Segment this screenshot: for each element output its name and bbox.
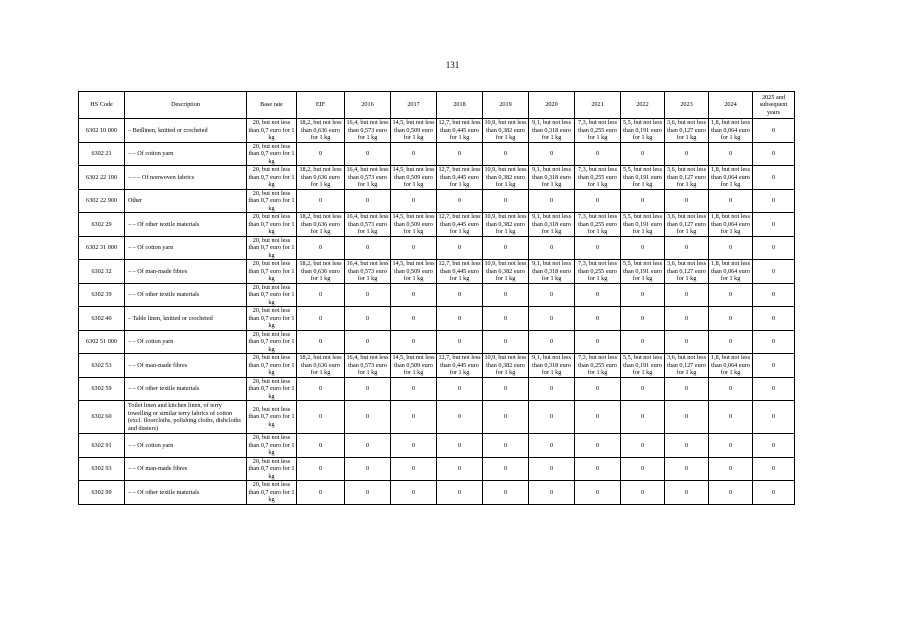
table-row bbox=[79, 401, 795, 434]
description-cell: – – Of other textile materials bbox=[125, 481, 247, 505]
rate-cell: 9,1, but not less than 0,318 euro for 1 kg bbox=[529, 166, 575, 190]
rate-cell: 0 bbox=[529, 457, 575, 481]
header-2024: 2024 bbox=[709, 92, 753, 119]
rate-cell: 0 bbox=[575, 236, 621, 260]
base-rate-cell: 20, but not less than 0,7 euro for 1 kg bbox=[247, 119, 297, 143]
description-cell: – Bedlinen, knitted or crocheted bbox=[125, 119, 247, 143]
table-row bbox=[79, 330, 795, 354]
rate-cell: 14,5, but not less than 0,509 euro for 1 kg bbox=[392, 213, 435, 235]
rate-cell: 0 bbox=[483, 189, 529, 213]
rate-cell: 3,6, but not less than 0,127 euro for 1 kg bbox=[665, 213, 709, 237]
rate-cell: 0 bbox=[709, 481, 753, 505]
rate-cell: 0 bbox=[483, 377, 529, 401]
hs-code-cell: 6302 91 bbox=[79, 434, 125, 458]
rate-cell: 0 bbox=[391, 236, 437, 260]
header-base-rate: Base rate bbox=[247, 92, 297, 119]
base-rate-cell: 20, but not less than 0,7 euro for 1 kg bbox=[247, 307, 297, 331]
rate-cell: 0 bbox=[575, 481, 621, 505]
rate-cell: 0 bbox=[391, 307, 437, 331]
rate-cell: 0 bbox=[753, 457, 795, 481]
rate-cell: 0 bbox=[345, 457, 391, 481]
table-row bbox=[79, 283, 795, 307]
table-row bbox=[79, 119, 795, 143]
header-2023: 2023 bbox=[665, 92, 709, 119]
rate-cell: 10,9, but not less than 0,382 euro for 1 kg bbox=[484, 213, 527, 235]
rate-cell: 0 bbox=[753, 260, 795, 284]
rate-cell: 3,6, but not less than 0,127 euro for 1 kg bbox=[665, 260, 709, 284]
rate-cell: 0 bbox=[709, 189, 753, 213]
rate-cell: 9,1, but not less than 0,318 euro for 1 kg bbox=[529, 119, 575, 143]
rate-cell: 9,1, but not less than 0,318 euro for 1 kg bbox=[529, 213, 575, 237]
tariff-schedule-table bbox=[78, 91, 795, 505]
description-cell: – – Of cotton yarn bbox=[125, 330, 247, 354]
rate-cell: 0 bbox=[665, 434, 709, 458]
rate-cell: 7,3, but not less than 0,255 euro for 1 kg bbox=[575, 213, 621, 237]
rate-cell: 10,9, but not less than 0,382 euro for 1 kg bbox=[484, 260, 527, 282]
header-2021: 2021 bbox=[575, 92, 621, 119]
rate-cell: 0 bbox=[709, 236, 753, 260]
rate-cell: 12,7, but not less than 0,445 euro for 1 kg bbox=[438, 166, 481, 188]
rate-cell: 10,9, but not less than 0,382 euro for 1 kg bbox=[484, 354, 527, 376]
description-cell: Toilet linen and kitchen linen, of terry towelling or similar terry fabrics of cotton (excl. floorcloths, polishing cloths, dishcloths and dusters) bbox=[125, 401, 247, 434]
base-rate-cell: 20, but not less than 0,7 euro for 1 kg bbox=[247, 236, 297, 260]
rate-cell: 0 bbox=[709, 283, 753, 307]
rate-cell: 0 bbox=[753, 119, 795, 143]
rate-cell: 0 bbox=[297, 142, 345, 166]
rate-cell: 0 bbox=[391, 401, 437, 434]
rate-cell: 0 bbox=[483, 434, 529, 458]
header-2020: 2020 bbox=[529, 92, 575, 119]
rate-cell: 0 bbox=[621, 142, 665, 166]
rate-cell: 5,5, but not less than 0,191 euro for 1 kg bbox=[621, 354, 665, 378]
rate-cell: 0 bbox=[665, 377, 709, 401]
rate-cell: 0 bbox=[753, 189, 795, 213]
rate-cell: 10,9, but not less than 0,382 euro for 1 kg bbox=[484, 166, 527, 188]
rate-cell: 0 bbox=[529, 283, 575, 307]
rate-cell: 0 bbox=[391, 330, 437, 354]
description-cell: – – Of cotton yarn bbox=[125, 434, 247, 458]
description-cell: – – Of other textile materials bbox=[125, 377, 247, 401]
rate-cell: 0 bbox=[297, 481, 345, 505]
description-cell: – – Of man-made fibres bbox=[125, 354, 247, 378]
rate-cell: 9,1, but not less than 0,318 euro for 1 kg bbox=[529, 260, 575, 284]
hs-code-cell: 6302 40 bbox=[79, 307, 125, 331]
hs-code-cell: 6302 31 000 bbox=[79, 236, 125, 260]
rate-cell: 0 bbox=[753, 434, 795, 458]
rate-cell: 16,4, but not less than 0,573 euro for 1 kg bbox=[346, 354, 389, 376]
description-cell: – – Of man-made fibres bbox=[125, 260, 247, 284]
base-rate-cell: 20, but not less than 0,7 euro for 1 kg bbox=[247, 283, 297, 307]
rate-cell: 0 bbox=[753, 354, 795, 378]
rate-cell: 0 bbox=[483, 236, 529, 260]
rate-cell: 0 bbox=[297, 189, 345, 213]
rate-cell: 0 bbox=[709, 142, 753, 166]
table-row bbox=[79, 307, 795, 331]
rate-cell: 0 bbox=[529, 481, 575, 505]
rate-cell: 0 bbox=[345, 283, 391, 307]
rate-cell: 0 bbox=[483, 307, 529, 331]
rate-cell: 0 bbox=[529, 189, 575, 213]
header-2016: 2016 bbox=[345, 92, 391, 119]
rate-cell: 0 bbox=[529, 236, 575, 260]
table-row bbox=[79, 236, 795, 260]
rate-cell: 0 bbox=[665, 189, 709, 213]
header-2022: 2022 bbox=[621, 92, 665, 119]
table-row bbox=[79, 434, 795, 458]
header-description: Description bbox=[125, 92, 247, 119]
rate-cell: 0 bbox=[529, 401, 575, 434]
rate-cell: 0 bbox=[575, 307, 621, 331]
rate-cell: 16,4, but not less than 0,573 euro for 1 kg bbox=[346, 166, 389, 188]
base-rate-cell: 20, but not less than 0,7 euro for 1 kg bbox=[247, 457, 297, 481]
base-rate-cell: 20, but not less than 0,7 euro for 1 kg bbox=[247, 434, 297, 458]
hs-code-cell: 6302 53 bbox=[79, 354, 125, 378]
base-rate-cell: 20, but not less than 0,7 euro for 1 kg bbox=[247, 260, 297, 284]
rate-cell: 0 bbox=[297, 330, 345, 354]
base-rate-cell: 20, but not less than 0,7 euro for 1 kg bbox=[247, 377, 297, 401]
rate-cell: 0 bbox=[529, 330, 575, 354]
rate-cell: 0 bbox=[437, 457, 483, 481]
rate-cell: 0 bbox=[621, 236, 665, 260]
rate-cell: 0 bbox=[437, 307, 483, 331]
description-cell: – Table linen, knitted or crocheted bbox=[125, 307, 247, 331]
description-cell: – – Of other textile materials bbox=[125, 283, 247, 307]
rate-cell: 0 bbox=[665, 481, 709, 505]
base-rate-cell: 20, but not less than 0,7 euro for 1 kg bbox=[247, 481, 297, 505]
table-body bbox=[79, 119, 795, 505]
rate-cell: 10,9, but not less than 0,382 euro for 1 kg bbox=[484, 119, 527, 141]
rate-cell: 0 bbox=[437, 401, 483, 434]
rate-cell: 0 bbox=[621, 377, 665, 401]
rate-cell: 14,5, but not less than 0,509 euro for 1 kg bbox=[392, 260, 435, 282]
base-rate-cell: 20, but not less than 0,7 euro for 1 kg bbox=[247, 166, 297, 190]
rate-cell: 0 bbox=[575, 401, 621, 434]
rate-cell: 0 bbox=[709, 377, 753, 401]
description-cell: Other bbox=[125, 189, 247, 213]
rate-cell: 12,7, but not less than 0,445 euro for 1 kg bbox=[438, 213, 481, 235]
rate-cell: 0 bbox=[621, 457, 665, 481]
page-number: 131 bbox=[445, 60, 460, 70]
rate-cell: 0 bbox=[345, 236, 391, 260]
rate-cell: 0 bbox=[345, 401, 391, 434]
rate-cell: 7,3, but not less than 0,255 euro for 1 kg bbox=[575, 354, 621, 378]
rate-cell: 0 bbox=[345, 189, 391, 213]
table-row bbox=[79, 377, 795, 401]
header-2019: 2019 bbox=[483, 92, 529, 119]
base-rate-cell: 20, but not less than 0,7 euro for 1 kg bbox=[247, 189, 297, 213]
hs-code-cell: 6302 21 bbox=[79, 142, 125, 166]
rate-cell: 0 bbox=[665, 236, 709, 260]
table-row bbox=[79, 457, 795, 481]
rate-cell: 0 bbox=[297, 283, 345, 307]
rate-cell: 1,8, but not less than 0,064 euro for 1 kg bbox=[709, 213, 753, 237]
rate-cell: 0 bbox=[575, 189, 621, 213]
rate-cell: 0 bbox=[621, 481, 665, 505]
rate-cell: 0 bbox=[483, 142, 529, 166]
rate-cell: 0 bbox=[665, 457, 709, 481]
rate-cell: 0 bbox=[391, 457, 437, 481]
rate-cell: 0 bbox=[345, 307, 391, 331]
rate-cell: 14,5, but not less than 0,509 euro for 1 kg bbox=[392, 166, 435, 188]
hs-code-cell: 6302 99 bbox=[79, 481, 125, 505]
base-rate-cell: 20, but not less than 0,7 euro for 1 kg bbox=[247, 330, 297, 354]
rate-cell: 0 bbox=[297, 457, 345, 481]
rate-cell: 0 bbox=[575, 142, 621, 166]
hs-code-cell: 6302 59 bbox=[79, 377, 125, 401]
rate-cell: 18,2, but not less than 0,636 euro for 1 kg bbox=[297, 260, 345, 284]
rate-cell: 5,5, but not less than 0,191 euro for 1 kg bbox=[621, 213, 665, 237]
rate-cell: 0 bbox=[483, 481, 529, 505]
rate-cell: 0 bbox=[483, 457, 529, 481]
hs-code-cell: 6302 51 000 bbox=[79, 330, 125, 354]
rate-cell: 0 bbox=[391, 283, 437, 307]
hs-code-cell: 6302 22 100 bbox=[79, 166, 125, 190]
hs-code-cell: 6302 10 000 bbox=[79, 119, 125, 143]
rate-cell: 0 bbox=[529, 377, 575, 401]
rate-cell: 0 bbox=[345, 434, 391, 458]
hs-code-cell: 6302 32 bbox=[79, 260, 125, 284]
table-row bbox=[79, 260, 795, 284]
rate-cell: 1,8, but not less than 0,064 euro for 1 kg bbox=[709, 119, 753, 143]
rate-cell: 0 bbox=[753, 166, 795, 190]
rate-cell: 0 bbox=[345, 377, 391, 401]
rate-cell: 0 bbox=[437, 377, 483, 401]
description-cell: – – Of cotton yarn bbox=[125, 236, 247, 260]
header-hs-code: HS Code bbox=[79, 92, 125, 119]
base-rate-cell: 20, but not less than 0,7 euro for 1 kg bbox=[247, 213, 297, 237]
rate-cell: 0 bbox=[621, 434, 665, 458]
rate-cell: 18,2, but not less than 0,636 euro for 1 kg bbox=[297, 166, 345, 190]
rate-cell: 0 bbox=[753, 283, 795, 307]
rate-cell: 0 bbox=[297, 434, 345, 458]
rate-cell: 0 bbox=[437, 330, 483, 354]
header-2025-and-subsequent: 2025 and subsequent years bbox=[753, 92, 795, 119]
rate-cell: 0 bbox=[391, 481, 437, 505]
rate-cell: 0 bbox=[575, 434, 621, 458]
rate-cell: 0 bbox=[575, 457, 621, 481]
hs-code-cell: 6302 29 bbox=[79, 213, 125, 237]
rate-cell: 0 bbox=[621, 189, 665, 213]
rate-cell: 0 bbox=[391, 189, 437, 213]
description-cell: – – Of other textile materials bbox=[125, 213, 247, 237]
table-row bbox=[79, 354, 795, 378]
rate-cell: 16,4, but not less than 0,573 euro for 1 kg bbox=[346, 119, 389, 141]
rate-cell: 0 bbox=[345, 330, 391, 354]
rate-cell: 0 bbox=[483, 330, 529, 354]
rate-cell: 0 bbox=[621, 307, 665, 331]
rate-cell: 0 bbox=[709, 330, 753, 354]
rate-cell: 0 bbox=[753, 142, 795, 166]
rate-cell: 0 bbox=[665, 330, 709, 354]
hs-code-cell: 6302 39 bbox=[79, 283, 125, 307]
rate-cell: 12,7, but not less than 0,445 euro for 1 kg bbox=[438, 354, 481, 376]
rate-cell: 0 bbox=[709, 307, 753, 331]
rate-cell: 1,8, but not less than 0,064 euro for 1 kg bbox=[709, 260, 753, 284]
header-eif: EIF bbox=[297, 92, 345, 119]
rate-cell: 0 bbox=[437, 142, 483, 166]
table-row bbox=[79, 213, 795, 237]
rate-cell: 0 bbox=[297, 377, 345, 401]
rate-cell: 0 bbox=[621, 283, 665, 307]
header-2018: 2018 bbox=[437, 92, 483, 119]
description-cell: – – – Of nonwoven fabrics bbox=[125, 166, 247, 190]
rate-cell: 0 bbox=[665, 142, 709, 166]
rate-cell: 0 bbox=[529, 434, 575, 458]
hs-code-cell: 6302 22 900 bbox=[79, 189, 125, 213]
rate-cell: 3,6, but not less than 0,127 euro for 1 kg bbox=[665, 166, 709, 190]
rate-cell: 0 bbox=[391, 142, 437, 166]
rate-cell: 0 bbox=[437, 434, 483, 458]
table-row bbox=[79, 142, 795, 166]
rate-cell: 3,6, but not less than 0,127 euro for 1 kg bbox=[665, 119, 709, 143]
rate-cell: 0 bbox=[753, 377, 795, 401]
rate-cell: 0 bbox=[575, 377, 621, 401]
rate-cell: 1,8, but not less than 0,064 euro for 1 kg bbox=[709, 166, 753, 190]
rate-cell: 0 bbox=[665, 283, 709, 307]
rate-cell: 7,3, but not less than 0,255 euro for 1 kg bbox=[575, 166, 621, 190]
rate-cell: 0 bbox=[753, 307, 795, 331]
description-cell: – – Of cotton yarn bbox=[125, 142, 247, 166]
rate-cell: 0 bbox=[753, 236, 795, 260]
rate-cell: 18,2, but not less than 0,636 euro for 1 kg bbox=[297, 119, 345, 143]
rate-cell: 0 bbox=[297, 307, 345, 331]
rate-cell: 0 bbox=[345, 142, 391, 166]
rate-cell: 16,4, but not less than 0,573 euro for 1 kg bbox=[346, 213, 389, 235]
rate-cell: 0 bbox=[437, 481, 483, 505]
rate-cell: 0 bbox=[483, 283, 529, 307]
rate-cell: 0 bbox=[753, 481, 795, 505]
description-cell: – – Of man-made fibres bbox=[125, 457, 247, 481]
rate-cell: 0 bbox=[391, 434, 437, 458]
table-row bbox=[79, 189, 795, 213]
header-2017: 2017 bbox=[391, 92, 437, 119]
rate-cell: 0 bbox=[345, 481, 391, 505]
base-rate-cell: 20, but not less than 0,7 euro for 1 kg bbox=[247, 354, 297, 378]
rate-cell: 3,6, but not less than 0,127 euro for 1 kg bbox=[665, 354, 709, 378]
hs-code-cell: 6302 60 bbox=[79, 401, 125, 434]
rate-cell: 0 bbox=[297, 401, 345, 434]
table-row bbox=[79, 166, 795, 190]
rate-cell: 0 bbox=[665, 401, 709, 434]
rate-cell: 0 bbox=[529, 142, 575, 166]
rate-cell: 14,5, but not less than 0,509 euro for 1 kg bbox=[392, 119, 435, 141]
rate-cell: 0 bbox=[529, 307, 575, 331]
rate-cell: 0 bbox=[391, 377, 437, 401]
rate-cell: 0 bbox=[437, 236, 483, 260]
rate-cell: 14,5, but not less than 0,509 euro for 1 kg bbox=[392, 354, 435, 376]
rate-cell: 7,3, but not less than 0,255 euro for 1 kg bbox=[575, 260, 621, 284]
rate-cell: 7,3, but not less than 0,255 euro for 1 kg bbox=[575, 119, 621, 143]
rate-cell: 0 bbox=[709, 457, 753, 481]
rate-cell: 16,4, but not less than 0,573 euro for 1 kg bbox=[346, 260, 389, 282]
base-rate-cell: 20, but not less than 0,7 euro for 1 kg bbox=[247, 142, 297, 166]
table-row bbox=[79, 481, 795, 505]
rate-cell: 0 bbox=[709, 434, 753, 458]
rate-cell: 0 bbox=[753, 330, 795, 354]
rate-cell: 0 bbox=[575, 330, 621, 354]
rate-cell: 5,5, but not less than 0,191 euro for 1 kg bbox=[621, 260, 665, 284]
rate-cell: 9,1, but not less than 0,318 euro for 1 kg bbox=[529, 354, 575, 378]
rate-cell: 0 bbox=[709, 401, 753, 434]
rate-cell: 0 bbox=[575, 283, 621, 307]
rate-cell: 0 bbox=[753, 213, 795, 237]
rate-cell: 5,5, but not less than 0,191 euro for 1 kg bbox=[621, 166, 665, 190]
rate-cell: 0 bbox=[297, 236, 345, 260]
rate-cell: 1,8, but not less than 0,064 euro for 1 kg bbox=[709, 354, 753, 378]
rate-cell: 18,2, but not less than 0,636 euro for 1 kg bbox=[297, 354, 345, 378]
rate-cell: 0 bbox=[621, 330, 665, 354]
rate-cell: 12,7, but not less than 0,445 euro for 1 kg bbox=[438, 119, 481, 141]
rate-cell: 5,5, but not less than 0,191 euro for 1 kg bbox=[621, 119, 665, 143]
rate-cell: 0 bbox=[753, 401, 795, 434]
rate-cell: 0 bbox=[437, 189, 483, 213]
table-header-row bbox=[79, 92, 795, 119]
rate-cell: 0 bbox=[437, 283, 483, 307]
hs-code-cell: 6302 93 bbox=[79, 457, 125, 481]
rate-cell: 0 bbox=[483, 401, 529, 434]
rate-cell: 0 bbox=[621, 401, 665, 434]
rate-cell: 18,2, but not less than 0,636 euro for 1 kg bbox=[297, 213, 345, 237]
rate-cell: 12,7, but not less than 0,445 euro for 1 kg bbox=[438, 260, 481, 282]
base-rate-cell: 20, but not less than 0,7 euro for 1 kg bbox=[247, 401, 297, 434]
rate-cell: 0 bbox=[665, 307, 709, 331]
